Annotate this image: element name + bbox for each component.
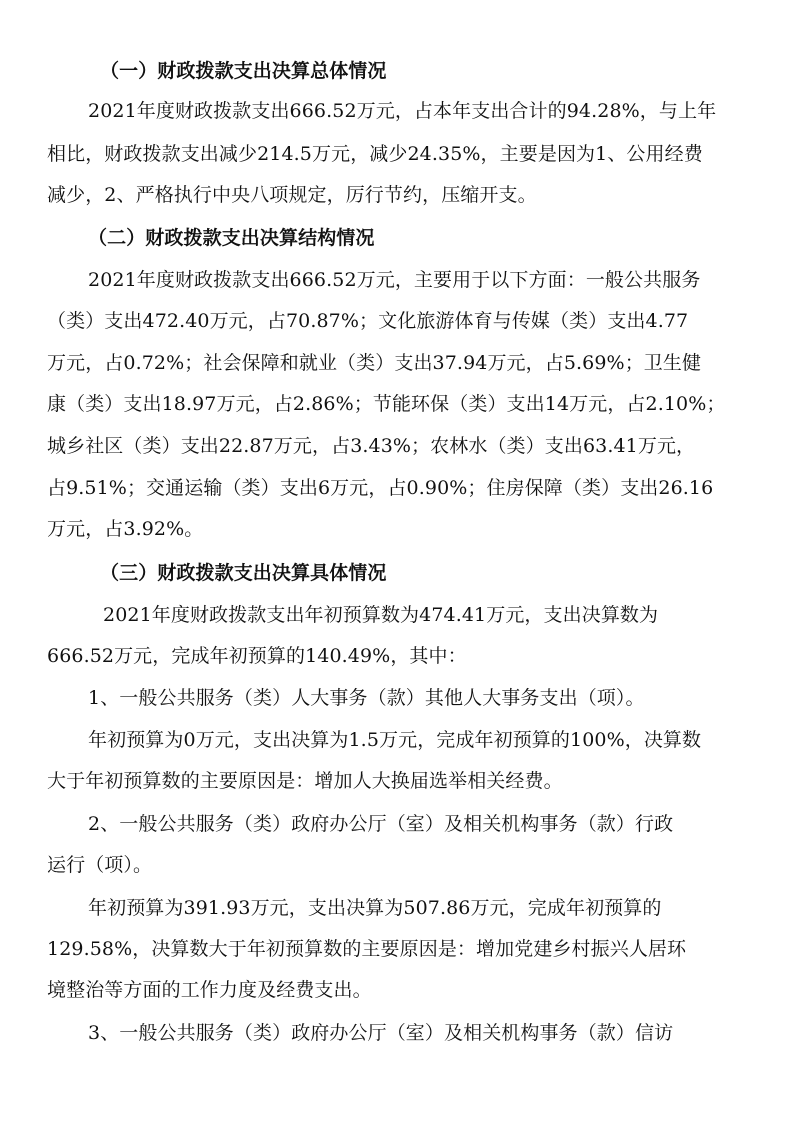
item2-line-2: 129.58%，决算数大于年初预算数的主要原因是：增加党建乡村振兴人居环 [47, 938, 687, 960]
section1-heading: （一）财政拨款支出决算总体情况 [100, 60, 387, 82]
section1-line-3: 减少，2、严格执行中央八项规定，厉行节约，压缩开支。 [47, 184, 537, 206]
section3-heading: （三）财政拨款支出决算具体情况 [100, 562, 387, 584]
section2-line-3: 万元，占0.72%；社会保障和就业（类）支出37.94万元，占5.69%；卫生健 [47, 352, 702, 374]
section2-line-1: 2021年度财政拨款支出666.52万元，主要用于以下方面：一般公共服务 [88, 269, 701, 291]
section2-line-5: 城乡社区（类）支出22.87万元，占3.43%；农林水（类）支出63.41万元， [47, 435, 696, 457]
item2-title-line-2: 运行（项）。 [47, 854, 153, 876]
section2-heading: （二）财政拨款支出决算结构情况 [88, 227, 375, 249]
section1-line-2: 相比，财政拨款支出减少214.5万元，减少24.35%，主要是因为1、公用经费 [47, 143, 703, 165]
section3-intro-line-1: 2021年度财政拨款支出年初预算数为474.41万元，支出决算数为 [103, 604, 659, 626]
item1-title: 1、一般公共服务（类）人大事务（款）其他人大事务支出（项）。 [88, 687, 645, 709]
item2-line-1: 年初预算为391.93万元，支出决算为507.86万元，完成年初预算的 [88, 897, 662, 919]
section3-intro-line-2: 666.52万元，完成年初预算的140.49%，其中： [47, 645, 467, 667]
section2-line-4: 康（类）支出18.97万元，占2.86%；节能环保（类）支出14万元，占2.10%； [47, 393, 726, 415]
section2-line-2: （类）支出472.40万元，占70.87%；文化旅游体育与传媒（类）支出4.77 [47, 310, 689, 332]
item1-line-2: 大于年初预算数的主要原因是：增加人大换届选举相关经费。 [47, 770, 563, 792]
item2-line-3: 境整治等方面的工作力度及经费支出。 [47, 979, 372, 1001]
section2-line-7: 万元，占3.92%。 [47, 518, 204, 540]
section1-line-1: 2021年度财政拨款支出666.52万元，占本年支出合计的94.28%，与上年 [88, 100, 717, 122]
item1-line-1: 年初预算为0万元，支出决算为1.5万元，完成年初预算的100%，决算数 [88, 729, 702, 751]
item3-title: 3、一般公共服务（类）政府办公厅（室）及相关机构事务（款）信访 [88, 1022, 674, 1044]
section2-line-6: 占9.51%；交通运输（类）支出6万元，占0.90%；住房保障（类）支出26.16 [47, 477, 714, 499]
item2-title-line-1: 2、一般公共服务（类）政府办公厅（室）及相关机构事务（款）行政 [88, 813, 674, 835]
